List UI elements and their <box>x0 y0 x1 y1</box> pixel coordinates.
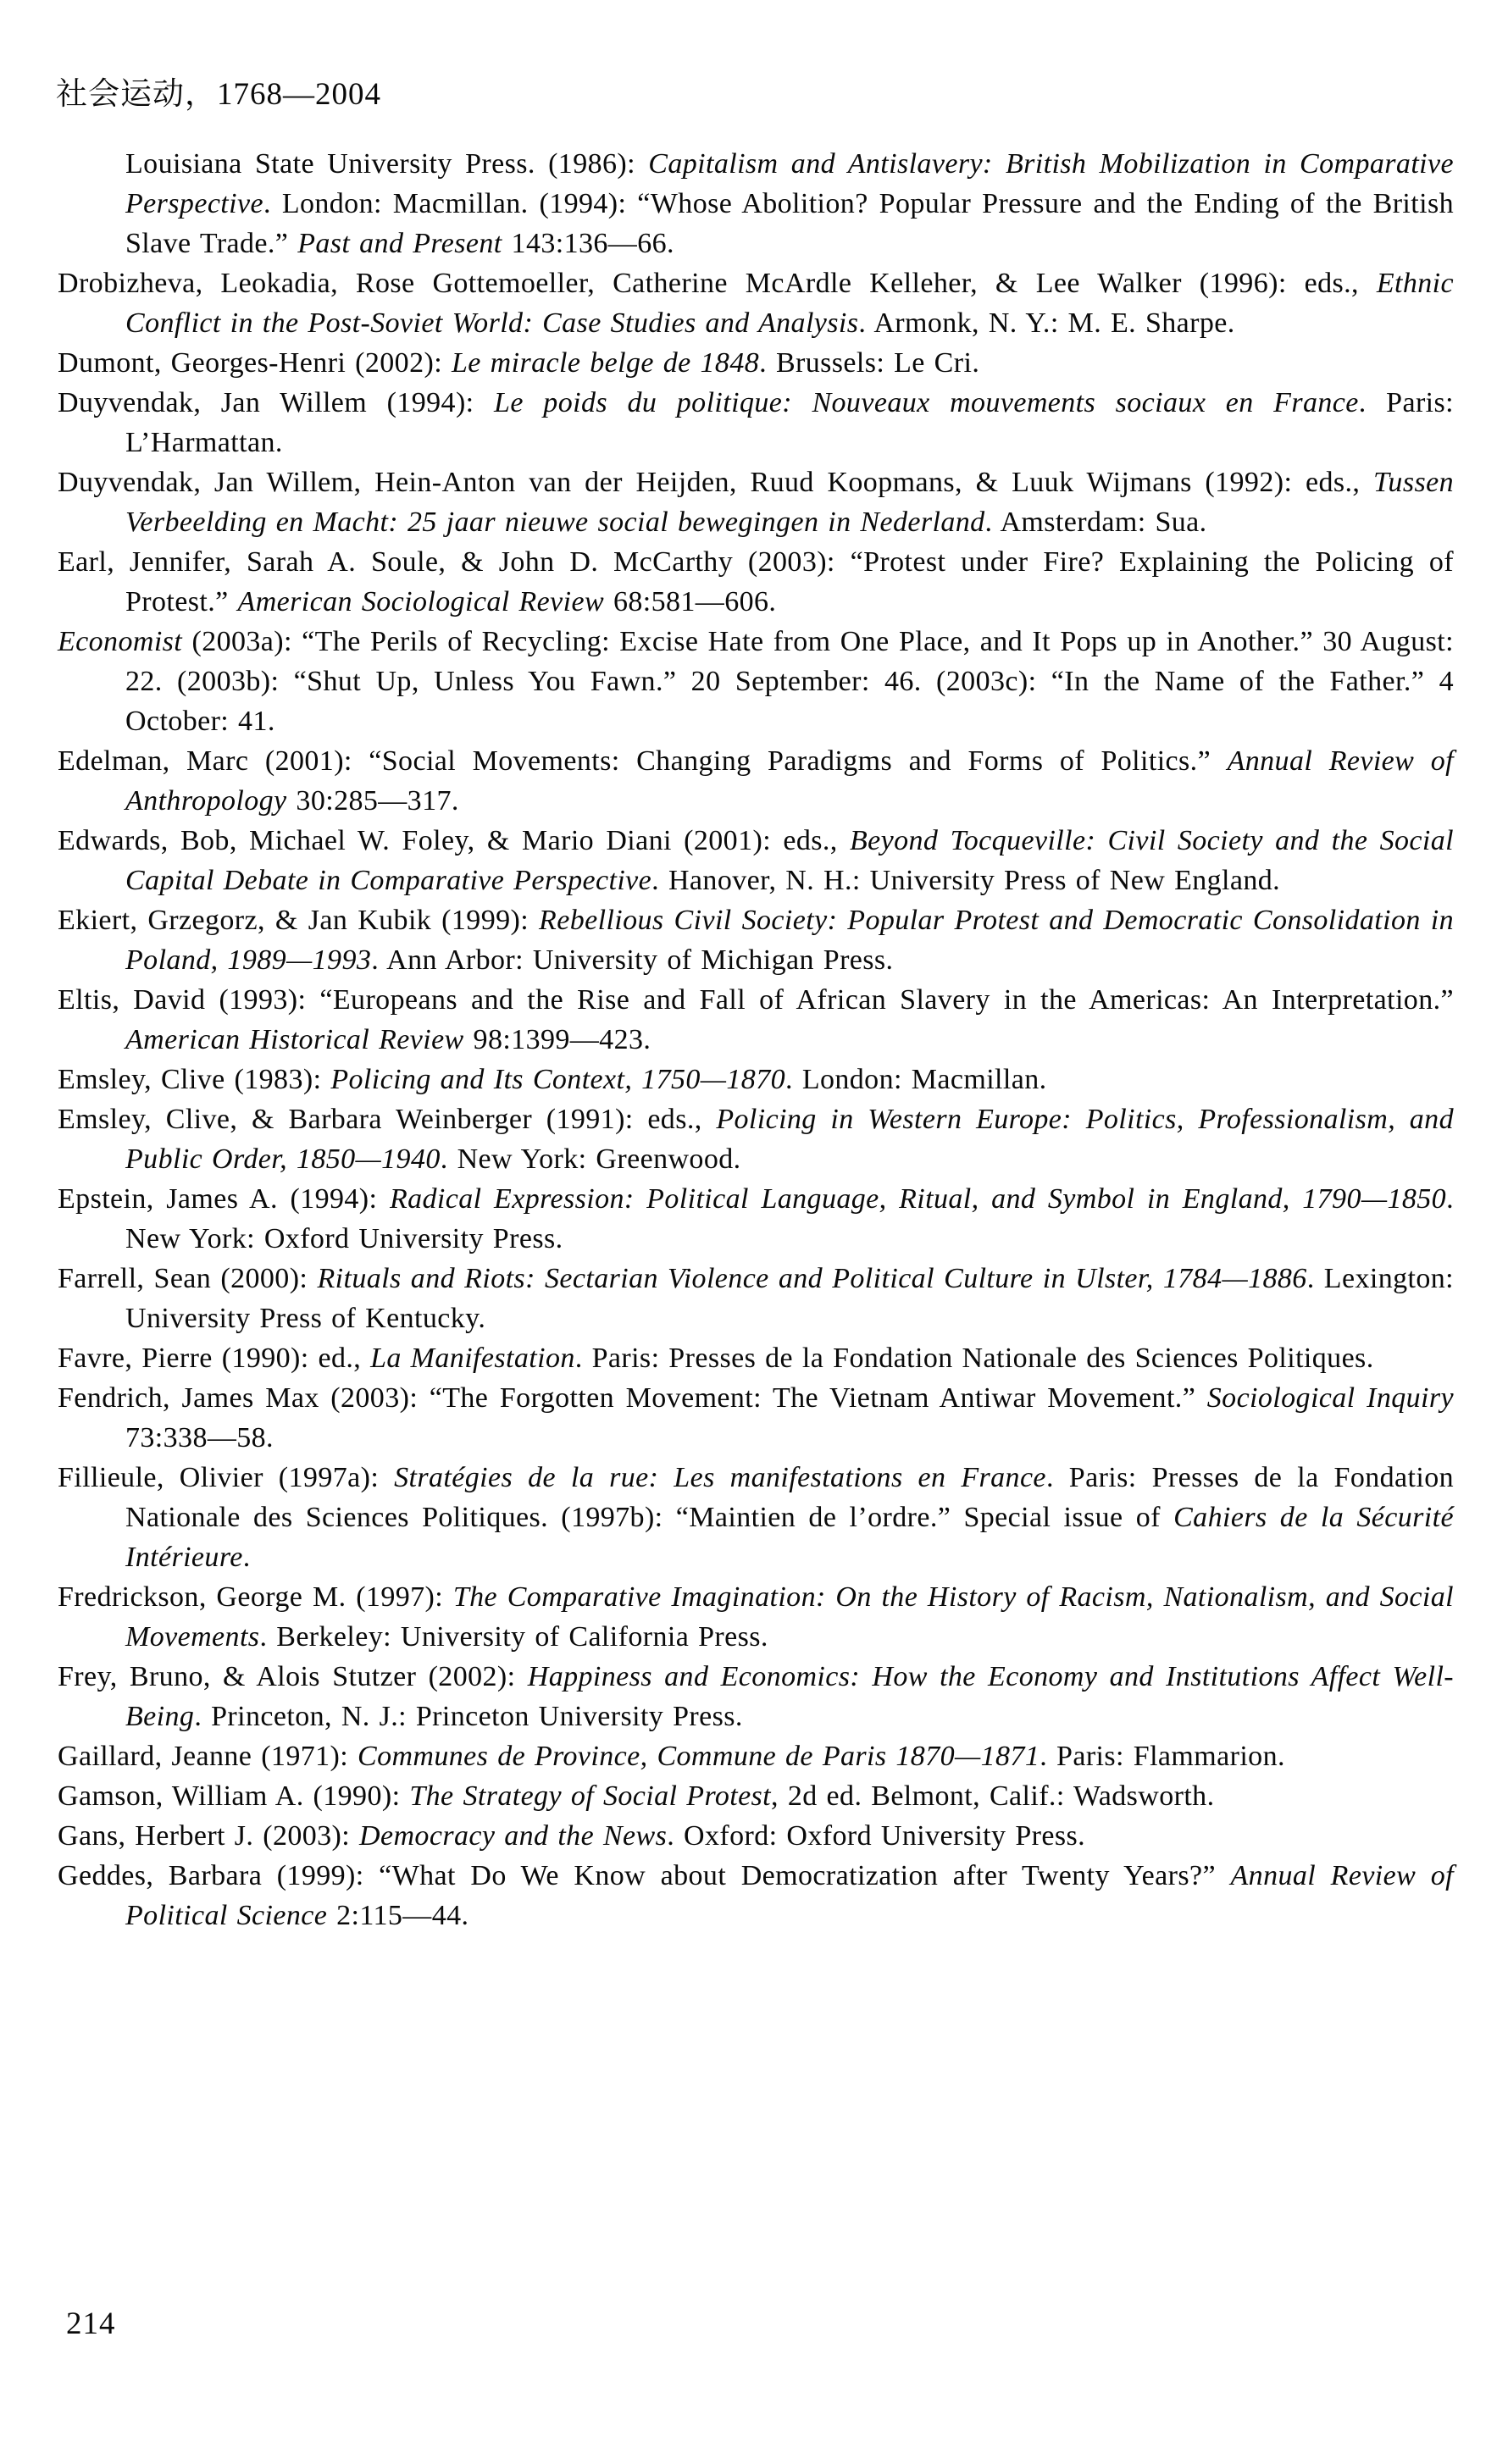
bib-entry-text-segment: Edwards, Bob, Michael W. Foley, & Mario Diani (2001): eds., <box>58 825 850 856</box>
bibliography-list <box>58 144 1454 1935</box>
bib-entry-text-segment: Fredrickson, George M. (1997): <box>58 1581 453 1613</box>
bib-entry-text-segment: . Paris: Flammarion. <box>1040 1741 1285 1772</box>
bib-entry <box>58 741 1454 821</box>
bib-entry <box>58 343 1454 383</box>
bib-entry <box>58 1099 1454 1179</box>
bib-entry <box>58 1577 1454 1657</box>
bib-entry-title-segment: The Comparative Imagination: On the History of Racism, Nationalism, and Social Movements <box>125 1581 1454 1653</box>
bib-entry-text-segment: . Princeton, N. J.: Princeton University Press. <box>194 1701 743 1732</box>
bib-entry-title-segment: Le poids du politique: Nouveaux mouvements sociaux en France <box>494 387 1359 418</box>
bib-entry-title-segment: Cahiers de la Sécurité Intérieure <box>125 1502 1454 1573</box>
bib-entry-title-segment: Happiness and Economics: How the Economy and Institutions Affect Well-Being <box>125 1661 1455 1732</box>
bib-entry-text-segment: Duyvendak, Jan Willem (1994): <box>58 387 495 418</box>
bib-entry-title-segment: Stratégies de la rue: Les manifestations en France <box>394 1462 1046 1493</box>
bib-entry-text-segment: Emsley, Clive, & Barbara Weinberger (1991): eds., <box>58 1104 717 1135</box>
bib-entry <box>58 1657 1454 1736</box>
bib-entry-text-segment: . New York: Oxford University Press. <box>125 1183 1454 1254</box>
bib-entry-text-segment: Gamson, William A. (1990): <box>58 1780 410 1812</box>
bib-entry-text-segment: Geddes, Barbara (1999): “What Do We Know about Democratization after Twenty Years?” <box>58 1860 1231 1891</box>
bib-entry <box>58 1856 1454 1935</box>
bib-entry-text-segment: Drobizheva, Leokadia, Rose Gottemoeller, Catherine McArdle Kelleher, & Lee Walker (1996): eds., <box>58 268 1377 299</box>
bib-entry-title-segment: Rituals and Riots: Sectarian Violence and Political Culture in Ulster, 1784—1886 <box>317 1263 1307 1294</box>
bib-entry-text-segment: . Oxford: Oxford University Press. <box>667 1820 1086 1852</box>
bib-entry-title-segment: Democracy and the News <box>359 1820 668 1852</box>
bib-entry-title-segment: Economist <box>58 626 183 657</box>
bib-entry-title-segment: Le miracle belge de 1848 <box>451 347 760 379</box>
bib-entry-text-segment: . London: Macmillan. <box>785 1064 1047 1095</box>
bib-entry-text-segment: 98:1399—423. <box>463 1024 651 1055</box>
bib-entry <box>58 1060 1454 1099</box>
bib-entry-text-segment: (2003a): “The Perils of Recycling: Excise Hate from One Place, and It Pops up in Another.” 30 August: 22. (2003b): “Shut Up, Unless You Fawn.” 20 September: 46. (2003c): “In the Name of the Father.” 4 October: 41. <box>125 626 1454 737</box>
bib-entry-text-segment: Gans, Herbert J. (2003): <box>58 1820 360 1852</box>
bib-entry-text-segment: . Armonk, N. Y.: M. E. Sharpe. <box>858 307 1235 339</box>
bib-entry <box>58 542 1454 622</box>
bib-entry-text-segment: . Ann Arbor: University of Michigan Press. <box>371 944 894 976</box>
bib-entry-title-segment: Rebellious Civil Society: Popular Protest and Democratic Consolidation in Poland, 1989—1993 <box>125 905 1454 976</box>
bib-entry-text-segment: Farrell, Sean (2000): <box>58 1263 318 1294</box>
bib-entry <box>58 1816 1454 1856</box>
bib-entry-text-segment: Emsley, Clive (1983): <box>58 1064 331 1095</box>
bib-entry-text-segment: . Paris: L’Harmattan. <box>125 387 1455 458</box>
bib-entry <box>58 263 1454 343</box>
bib-entry-title-segment: La Manifestation <box>370 1343 575 1374</box>
bib-entry-text-segment: . Paris: Presses de la Fondation Nationale des Sciences Politiques. (1997b): “Maintien de l’ordre.” Special issue of <box>125 1462 1455 1533</box>
bib-entry-title-segment: Beyond Tocqueville: Civil Society and the Social Capital Debate in Comparative Perspective <box>125 825 1454 896</box>
bib-entry-title-segment: Tussen Verbeelding en Macht: 25 jaar nieuwe social bewegingen in Nederland <box>125 467 1454 538</box>
bib-entry <box>58 980 1454 1060</box>
bib-entry-text-segment: . Lexington: University Press of Kentucky. <box>125 1263 1455 1334</box>
bib-entry <box>58 821 1454 900</box>
bib-entry <box>58 622 1454 741</box>
bib-entry-text-segment: . Brussels: Le Cri. <box>759 347 980 379</box>
bib-entry-text-segment: . <box>242 1542 251 1573</box>
running-header: 社会运动，1768—2004 <box>56 77 381 112</box>
bib-entry-text-segment: 143:136—66. <box>502 228 674 259</box>
bib-entry-text-segment: Earl, Jennifer, Sarah A. Soule, & John D. McCarthy (2003): “Protest under Fire? Explaining the Policing of Protest.” <box>58 546 1454 617</box>
bib-entry-title-segment: Sociological Inquiry <box>1206 1382 1454 1414</box>
bib-entry <box>58 1179 1454 1259</box>
page-number: 214 <box>66 2306 116 2341</box>
bib-entry-title-segment: American Sociological Review <box>237 586 605 617</box>
bib-entry-title-segment: Policing and Its Context, 1750—1870 <box>330 1064 786 1095</box>
bib-entry-text-segment: Louisiana State University Press. (1986): <box>125 148 649 180</box>
bib-entry <box>58 1259 1454 1338</box>
bib-entry-text-segment: Ekiert, Grzegorz, & Jan Kubik (1999): <box>58 905 540 936</box>
bib-entry-text-segment: . New York: Greenwood. <box>440 1143 741 1175</box>
bib-entry-title-segment: The Strategy of Social Protest <box>409 1780 772 1812</box>
bib-entry-title-segment: Annual Review of Anthropology <box>125 745 1454 817</box>
bib-entry-text-segment: Gaillard, Jeanne (1971): <box>58 1741 358 1772</box>
bib-entry-title-segment: Past and Present <box>297 228 502 259</box>
bib-entry <box>58 462 1454 542</box>
bib-entry <box>58 144 1454 263</box>
bib-entry-title-segment: Capitalism and Antislavery: British Mobilization in Comparative Perspective <box>125 148 1454 219</box>
bib-entry-text-segment: Duyvendak, Jan Willem, Hein-Anton van der Heijden, Ruud Koopmans, & Luuk Wijmans (1992): eds., <box>58 467 1373 498</box>
bib-entry-text-segment: 68:581—606. <box>604 586 777 617</box>
bib-entry-title-segment: Communes de Province, Commune de Paris 1870—1871 <box>358 1741 1040 1772</box>
bib-entry <box>58 1458 1454 1577</box>
bib-entry-text-segment: Favre, Pierre (1990): ed., <box>58 1343 371 1374</box>
bib-entry-text-segment: 30:285—317. <box>286 785 459 817</box>
bib-entry-title-segment: Ethnic Conflict in the Post-Soviet World: Case Studies and Analysis <box>125 268 1454 339</box>
bib-entry-text-segment: Frey, Bruno, & Alois Stutzer (2002): <box>58 1661 528 1692</box>
bib-entry <box>58 1338 1454 1378</box>
bib-entry-text-segment: . London: Macmillan. (1994): “Whose Abolition? Popular Pressure and the Ending of the British Slave Trade.” <box>125 188 1454 259</box>
bib-entry-text-segment: . Berkeley: University of California Press. <box>259 1621 768 1653</box>
bib-entry-text-segment: Fillieule, Olivier (1997a): <box>58 1462 395 1493</box>
bib-entry-text-segment: , 2d ed. Belmont, Calif.: Wadsworth. <box>771 1780 1215 1812</box>
bib-entry-text-segment: . Hanover, N. H.: University Press of New England. <box>651 865 1281 896</box>
bib-entry <box>58 1378 1454 1458</box>
bib-entry-text-segment: 73:338—58. <box>125 1422 274 1453</box>
bib-entry-title-segment: American Historical Review <box>125 1024 464 1055</box>
bib-entry-text-segment: Dumont, Georges-Henri (2002): <box>58 347 452 379</box>
bib-entry <box>58 900 1454 980</box>
bib-entry <box>58 1736 1454 1776</box>
bib-entry-text-segment: Fendrich, James Max (2003): “The Forgotten Movement: The Vietnam Antiwar Movement.” <box>58 1382 1207 1414</box>
bib-entry-text-segment: Epstein, James A. (1994): <box>58 1183 390 1215</box>
bib-entry-text-segment: . Paris: Presses de la Fondation Nationale des Sciences Politiques. <box>574 1343 1374 1374</box>
bib-entry-title-segment: Annual Review of Political Science <box>125 1860 1454 1931</box>
bib-entry-text-segment: Edelman, Marc (2001): “Social Movements: Changing Paradigms and Forms of Politics.” <box>58 745 1228 777</box>
bib-entry-text-segment: . Amsterdam: Sua. <box>984 507 1207 538</box>
bib-entry-title-segment: Radical Expression: Political Language, Ritual, and Symbol in England, 1790—1850 <box>389 1183 1447 1215</box>
bib-entry-text-segment: 2:115—44. <box>327 1900 469 1931</box>
bib-entry-title-segment: Policing in Western Europe: Politics, Professionalism, and Public Order, 1850—1940 <box>125 1104 1454 1175</box>
bib-entry-text-segment: Eltis, David (1993): “Europeans and the Rise and Fall of African Slavery in the Americas: An Interpretation.” <box>58 984 1454 1016</box>
bib-entry <box>58 383 1454 462</box>
bib-entry <box>58 1776 1454 1816</box>
